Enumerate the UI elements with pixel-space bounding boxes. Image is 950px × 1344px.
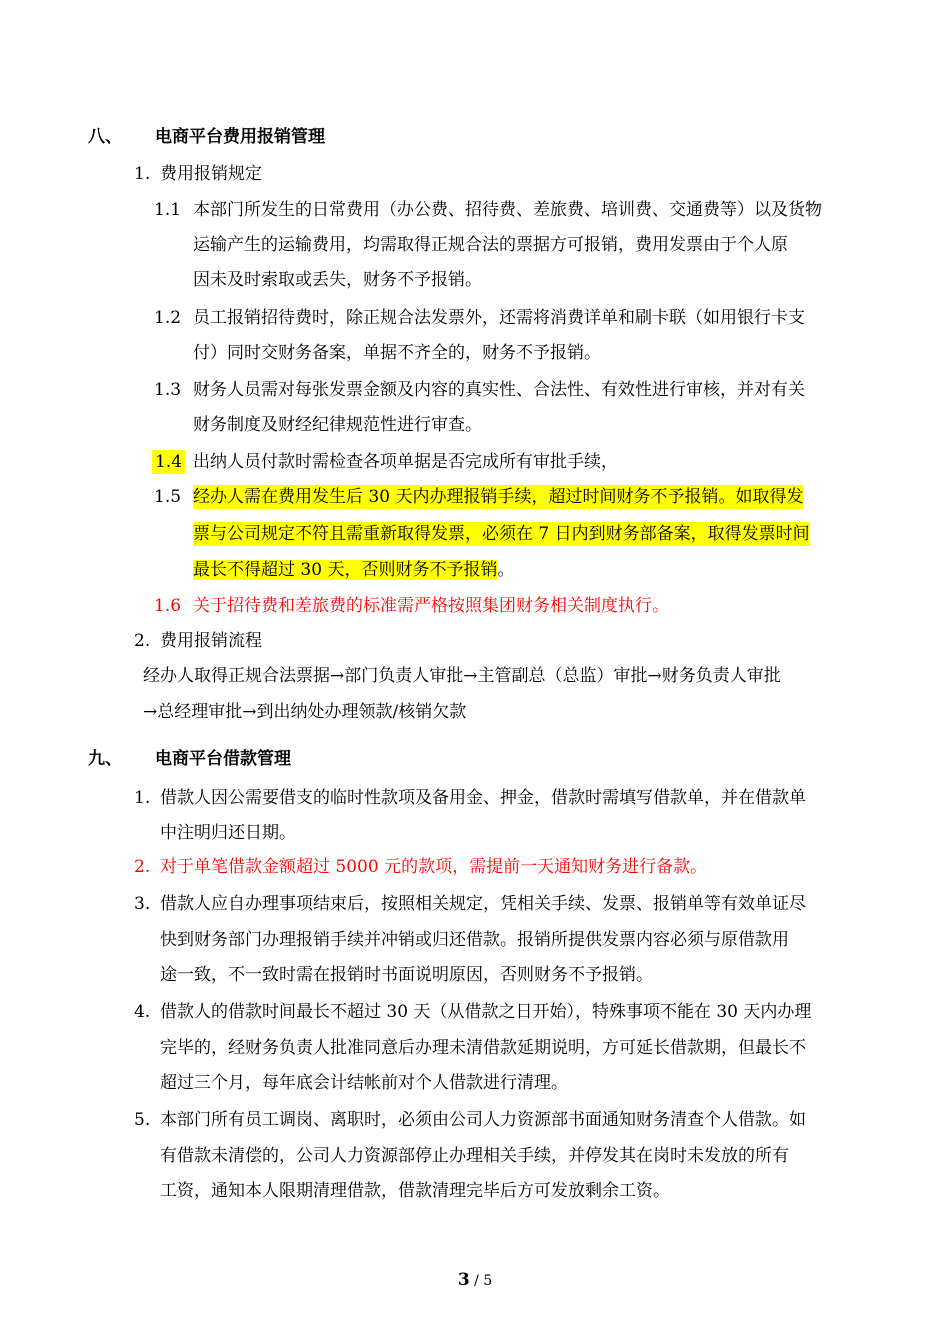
process-flow-text: →总经理审批→到出纳处办理领款/核销欠款 bbox=[143, 702, 467, 722]
clause-1-1-text: 因未及时索取或丢失，财务不予报销。 bbox=[193, 270, 482, 290]
clause-1-2-number: 1.2 bbox=[154, 308, 182, 328]
item-1-title: 费用报销规定 bbox=[160, 164, 262, 184]
clause-1-6-text: 关于招待费和差旅费的标准需严格按照集团财务相关制度执行。 bbox=[193, 596, 669, 616]
section-9-number: 九、 bbox=[88, 749, 122, 769]
clause-1-6-number: 1.6 bbox=[154, 596, 182, 616]
clause-1-3-text: 财务制度及财经纪律规范性进行审查。 bbox=[193, 415, 482, 435]
section-8-title: 电商平台费用报销管理 bbox=[155, 127, 325, 147]
item-2-number: 2. bbox=[134, 631, 151, 651]
clause-1-1-text: 本部门所发生的日常费用（办公费、招待费、差旅费、培训费、交通费等）以及货物 bbox=[193, 200, 822, 220]
loan-item-5-text: 工资，通知本人限期清理借款，借款清理完毕后方可发放剩余工资。 bbox=[160, 1181, 670, 1201]
loan-item-4-text: 完毕的，经财务负责人批准同意后办理未清借款延期说明，方可延长借款期，但最长不 bbox=[160, 1038, 806, 1058]
page-number bbox=[0, 1270, 950, 1290]
loan-item-5-text: 有借款未清偿的，公司人力资源部停止办理相关手续，并停发其在岗时未发放的所有 bbox=[160, 1146, 789, 1166]
loan-item-4-number: 4. bbox=[134, 1002, 151, 1022]
clause-1-2-text: 付）同时交财务备案，单据不齐全的，财务不予报销。 bbox=[193, 343, 601, 363]
clause-1-5-highlighted: 最长不得超过 30 天，否则财务不予报销 bbox=[193, 560, 498, 580]
loan-item-5-number: 5. bbox=[134, 1110, 151, 1130]
loan-item-1-number: 1. bbox=[134, 788, 151, 808]
item-1-number: 1. bbox=[134, 164, 151, 184]
section-8-number: 八、 bbox=[88, 127, 122, 147]
process-flow-text: 经办人取得正规合法票据→部门负责人审批→主管副总（总监）审批→财务负责人审批 bbox=[143, 666, 781, 686]
clause-1-5-text: 经办人需在费用发生后 30 天内办理报销手续，超过时间财务不予报销。如取得发 bbox=[193, 487, 804, 507]
loan-item-3-text: 快到财务部门办理报销手续并冲销或归还借款。报销所提供发票内容必须与原借款用 bbox=[160, 930, 789, 950]
clause-1-1-number: 1.1 bbox=[154, 200, 182, 220]
clause-1-3-text: 财务人员需对每张发票金额及内容的真实性、合法性、有效性进行审核，并对有关 bbox=[193, 380, 805, 400]
loan-item-5-text: 本部门所有员工调岗、离职时，必须由公司人力资源部书面通知财务清查个人借款。如 bbox=[160, 1110, 806, 1130]
clause-1-4-text: 出纳人员付款时需检查各项单据是否完成所有审批手续， bbox=[193, 452, 618, 472]
item-2-title: 费用报销流程 bbox=[160, 631, 262, 651]
clause-1-3-number: 1.3 bbox=[154, 380, 182, 400]
loan-item-4-text: 超过三个月，每年底会计结帐前对个人借款进行清理。 bbox=[160, 1073, 568, 1093]
loan-item-1-text: 中注明归还日期。 bbox=[160, 823, 296, 843]
clause-1-2-text: 员工报销招待费时，除正规合法发票外，还需将消费详单和刷卡联（如用银行卡支 bbox=[193, 308, 805, 328]
page-total: / 5 bbox=[474, 1273, 493, 1289]
page-current: 3 bbox=[457, 1270, 470, 1290]
clause-1-1-text: 运输产生的运输费用，均需取得正规合法的票据方可报销，费用发票由于个人原 bbox=[193, 235, 788, 255]
section-9-title: 电商平台借款管理 bbox=[155, 749, 291, 769]
clause-1-5-period: 。 bbox=[497, 560, 515, 580]
clause-1-5-text bbox=[193, 558, 514, 582]
loan-item-3-text: 途一致，不一致时需在报销时书面说明原因，否则财务不予报销。 bbox=[160, 965, 653, 985]
clause-1-5-text: 票与公司规定不符且需重新取得发票，必须在 7 日内到财务部备案，取得发票时间 bbox=[193, 524, 810, 544]
loan-item-3-text: 借款人应自办理事项结束后，按照相关规定，凭相关手续、发票、报销单等有效单证尽 bbox=[160, 894, 806, 914]
loan-item-1-text: 借款人因公需要借支的临时性款项及备用金、押金，借款时需填写借款单，并在借款单 bbox=[160, 788, 806, 808]
loan-item-3-number: 3. bbox=[134, 894, 151, 914]
loan-item-4-text: 借款人的借款时间最长不超过 30 天（从借款之日开始），特殊事项不能在 30 天内办理 bbox=[160, 1002, 812, 1022]
loan-item-2-text: 对于单笔借款金额超过 5000 元的款项，需提前一天通知财务进行备款。 bbox=[160, 857, 708, 877]
clause-1-4-number: 1.4 bbox=[152, 450, 185, 474]
clause-1-5-number: 1.5 bbox=[154, 487, 182, 507]
loan-item-2-number: 2. bbox=[134, 857, 151, 877]
